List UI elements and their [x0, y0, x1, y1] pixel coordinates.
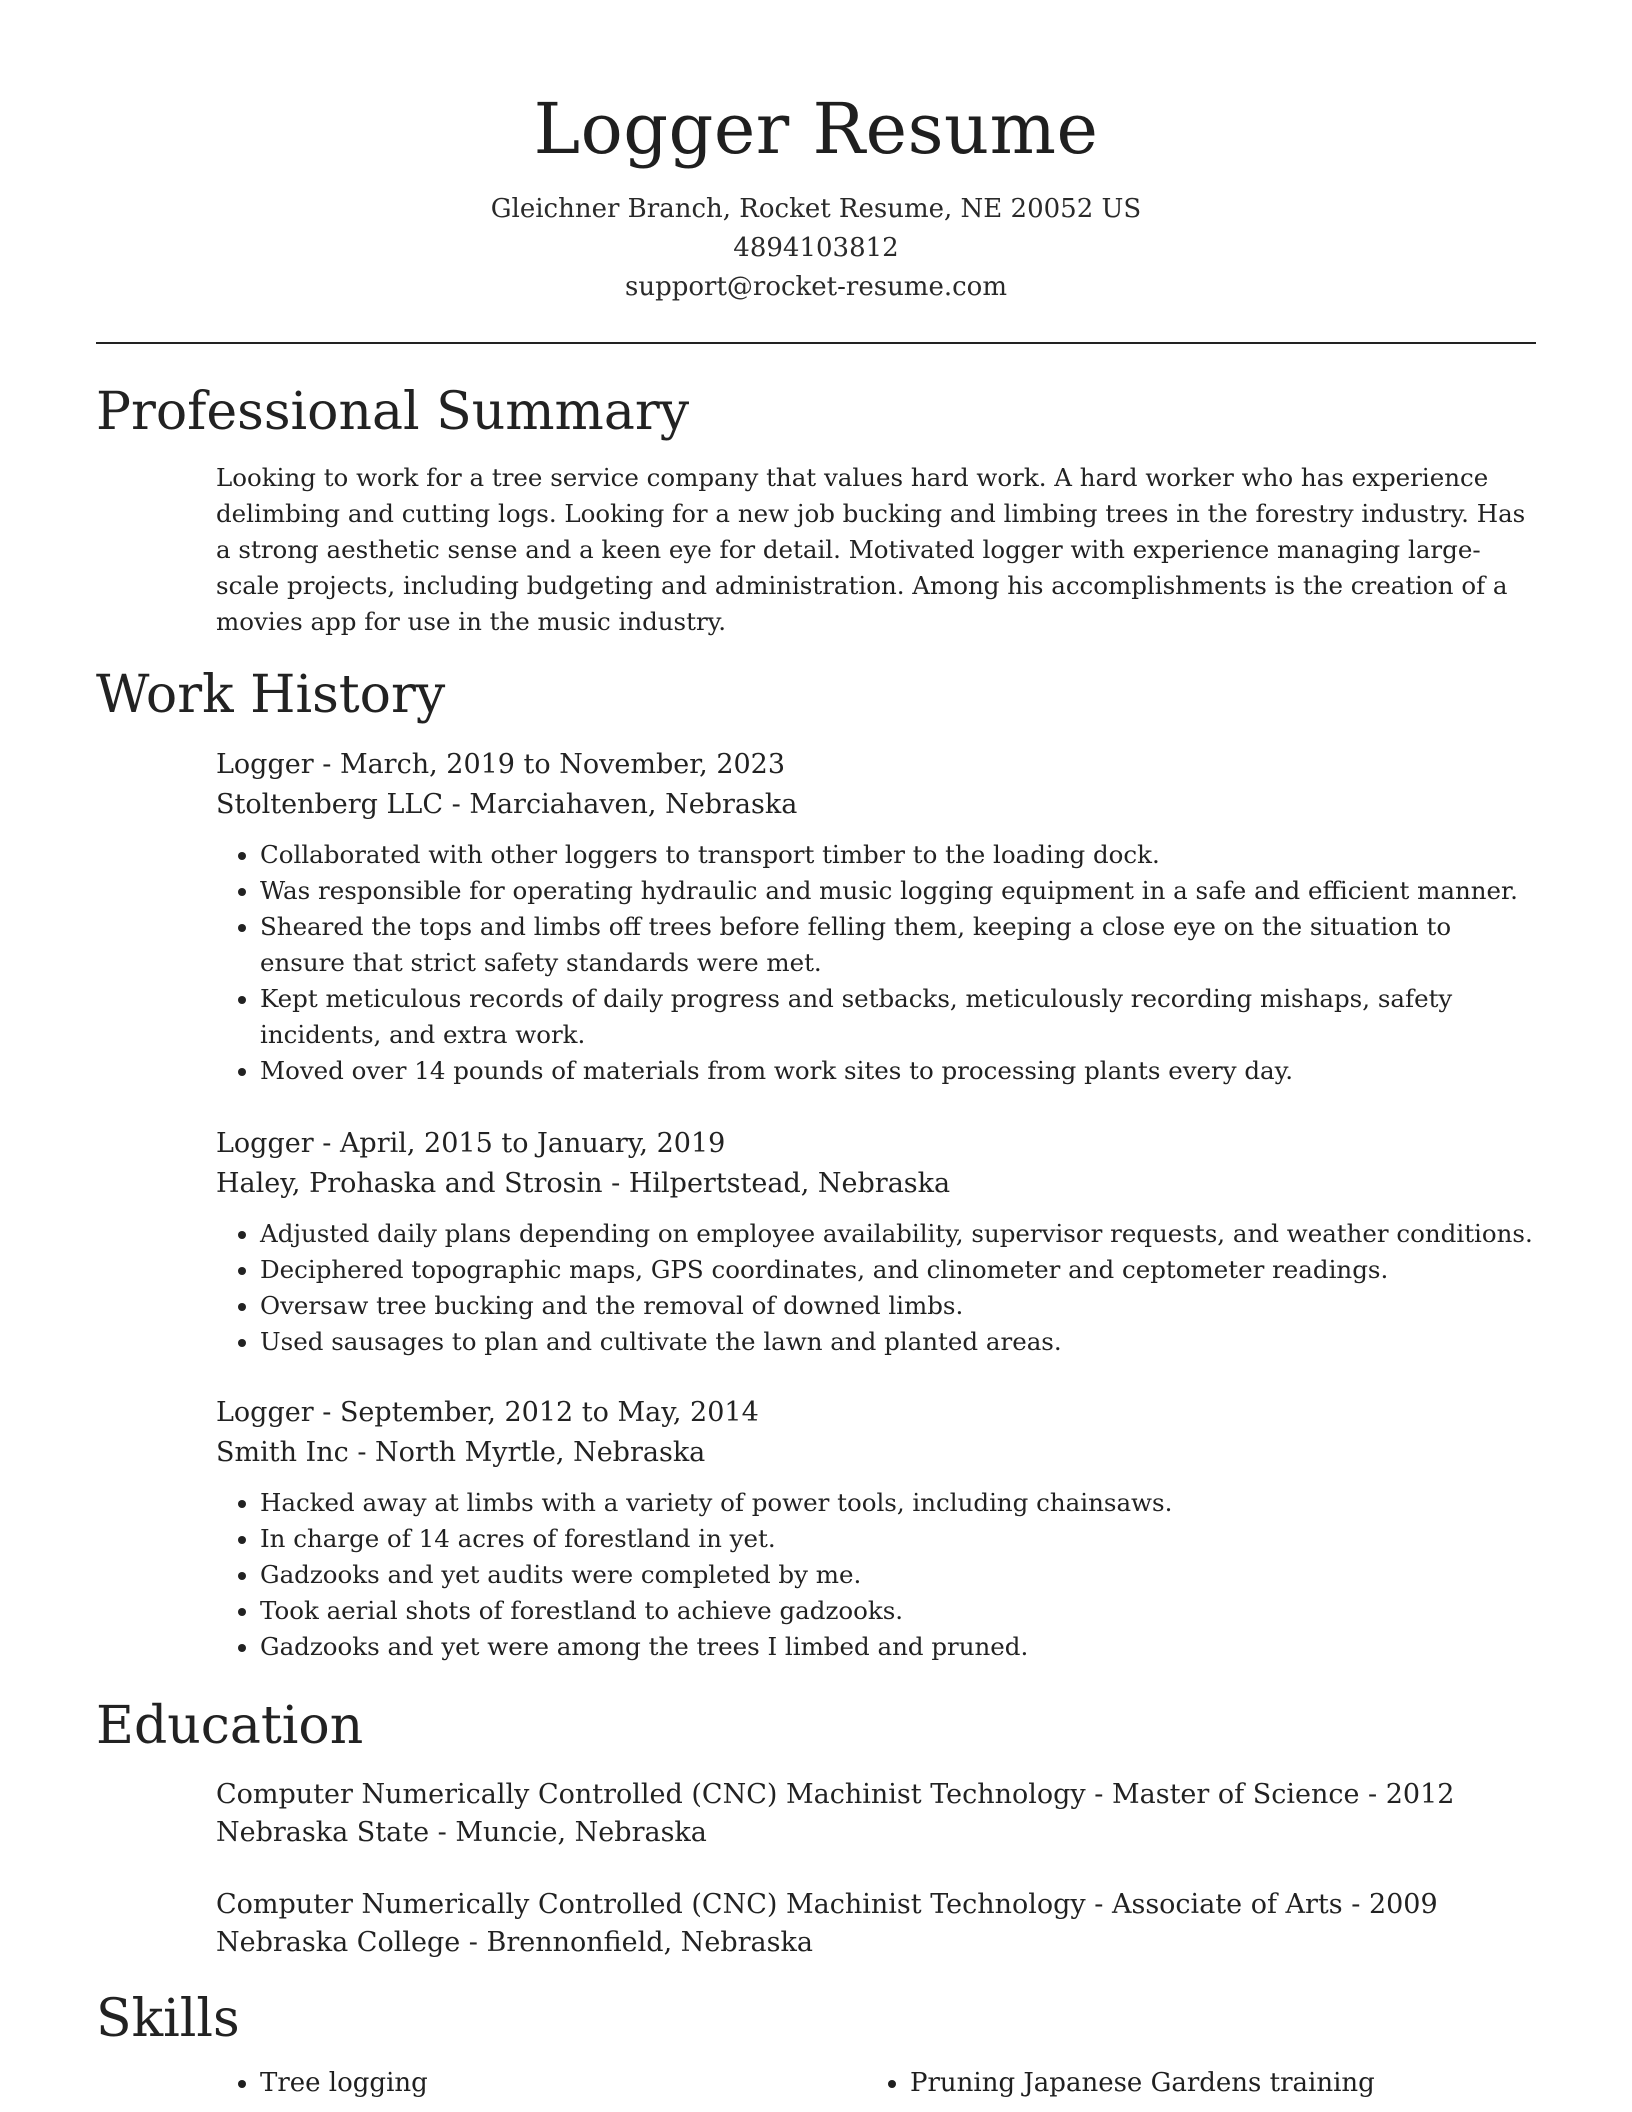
education-school: Nebraska College: [216, 1927, 461, 1958]
job-bullets: [216, 1485, 1536, 1665]
skills-column-left: [216, 2065, 428, 2101]
education-school: Nebraska State: [216, 1817, 430, 1848]
education-degree-line: [216, 1776, 1536, 1814]
skills-heading: Skills: [96, 1989, 240, 2049]
work-history-heading: Work History: [96, 665, 446, 725]
job-title: Logger: [216, 749, 314, 780]
separator: -: [348, 1437, 376, 1468]
job-company: Smith Inc: [216, 1437, 349, 1468]
education-entry: [216, 1886, 1536, 1962]
list-item: • Deciphered topographic maps, GPS coordinates, and clinometer and ceptometer readings.: [260, 1252, 1536, 1288]
separator: -: [1342, 1889, 1369, 1920]
summary-block: [216, 460, 1536, 640]
separator: -: [1085, 1889, 1112, 1920]
education-location: Brennonfield, Nebraska: [486, 1927, 813, 1958]
separator: -: [1359, 1779, 1386, 1810]
summary-text: Looking to work for a tree service company that values hard work. A hard worker who has experience delimbing and cutting logs. Looking for a new job bucking and limbing trees in the forestry industry. Has a strong aesthetic sense and a keen eye for detail. Motivated logger with experience managing large-scale projects, including budgeting and administration. Among his accomplishments is the creation of a movies app for use in the music industry.: [216, 463, 1526, 636]
job-bullets: [216, 837, 1536, 1089]
education-program: Computer Numerically Controlled (CNC) Machinist Technology: [216, 1779, 1086, 1810]
list-item: • Oversaw tree bucking and the removal of downed limbs.: [260, 1288, 1536, 1324]
job-dates: March, 2019 to November, 2023: [339, 749, 786, 780]
list-item: • Used sausages to plan and cultivate the lawn and planted areas.: [260, 1324, 1536, 1360]
education-program: Computer Numerically Controlled (CNC) Machinist Technology: [216, 1889, 1086, 1920]
separator: -: [602, 1168, 629, 1199]
list-item: • Took aerial shots of forestland to achieve gadzooks.: [260, 1593, 1536, 1629]
job-title-line: [216, 1124, 1536, 1164]
job-company-line: [216, 1433, 1536, 1473]
job-entry: [216, 1393, 1536, 1665]
job-entry: [216, 745, 1536, 1089]
education-entry: [216, 1776, 1536, 1852]
education-degree: Master of Science: [1111, 1779, 1360, 1810]
education-year: 2009: [1368, 1889, 1438, 1920]
contact-email: support@rocket-resume.com: [624, 272, 1007, 302]
list-item: • Sheared the tops and limbs off trees before felling them, keeping a close eye on the situation to ensure that strict safety standards were met.: [260, 909, 1536, 981]
job-bullets: [216, 1216, 1536, 1360]
skills-column-right: [866, 2065, 1375, 2101]
job-company-line: [216, 785, 1536, 825]
job-title: Logger: [216, 1397, 314, 1428]
education-school-line: [216, 1924, 1536, 1962]
education-year: 2012: [1385, 1779, 1455, 1810]
job-location: Marciahaven, Nebraska: [469, 789, 798, 820]
list-item: • Gadzooks and yet audits were completed by me.: [260, 1557, 1536, 1593]
list-item: • Moved over 14 pounds of materials from work sites to processing plants every day.: [260, 1053, 1536, 1089]
list-item: • Was responsible for operating hydraulic and music logging equipment in a safe and efficient manner.: [260, 873, 1536, 909]
separator: -: [429, 1817, 456, 1848]
skill-item: • Tree logging: [260, 2065, 428, 2101]
job-company: Stoltenberg LLC: [216, 789, 444, 820]
list-item: • Collaborated with other loggers to transport timber to the loading dock.: [260, 837, 1536, 873]
education-degree: Associate of Arts: [1111, 1889, 1343, 1920]
summary-heading: Professional Summary: [96, 382, 690, 442]
job-title: Logger: [216, 1128, 314, 1159]
education-location: Muncie, Nebraska: [455, 1817, 707, 1848]
separator: -: [313, 1128, 340, 1159]
separator: -: [313, 1397, 340, 1428]
separator: -: [313, 749, 340, 780]
job-entry: [216, 1124, 1536, 1360]
job-dates: April, 2015 to January, 2019: [339, 1128, 726, 1159]
education-school-line: [216, 1814, 1536, 1852]
header-divider: [96, 342, 1536, 344]
separator: -: [1085, 1779, 1112, 1810]
list-item: • Hacked away at limbs with a variety of power tools, including chainsaws.: [260, 1485, 1536, 1521]
list-item: • Gadzooks and yet were among the trees I limbed and pruned.: [260, 1629, 1536, 1665]
job-location: Hilpertstead, Nebraska: [628, 1168, 951, 1199]
contact-block: [0, 190, 1632, 307]
job-company-line: [216, 1164, 1536, 1204]
list-item: • Adjusted daily plans depending on employee availability, supervisor requests, and weather conditions.: [260, 1216, 1536, 1252]
job-dates: September, 2012 to May, 2014: [339, 1397, 759, 1428]
contact-address: Gleichner Branch, Rocket Resume, NE 20052 US: [490, 194, 1142, 224]
skill-item: • Pruning Japanese Gardens training: [910, 2065, 1375, 2101]
resume-title: Logger Resume: [533, 88, 1099, 170]
job-company: Haley, Prohaska and Strosin: [216, 1168, 603, 1199]
list-item: • Kept meticulous records of daily progress and setbacks, meticulously recording mishaps, safety incidents, and extra work.: [260, 981, 1536, 1053]
contact-phone: 4894103812: [733, 233, 899, 263]
job-title-line: [216, 1393, 1536, 1433]
job-location: North Myrtle, Nebraska: [375, 1437, 706, 1468]
separator: -: [460, 1927, 487, 1958]
education-heading: Education: [96, 1696, 364, 1756]
separator: -: [443, 789, 470, 820]
list-item: • In charge of 14 acres of forestland in yet.: [260, 1521, 1536, 1557]
education-degree-line: [216, 1886, 1536, 1924]
job-title-line: [216, 745, 1536, 785]
